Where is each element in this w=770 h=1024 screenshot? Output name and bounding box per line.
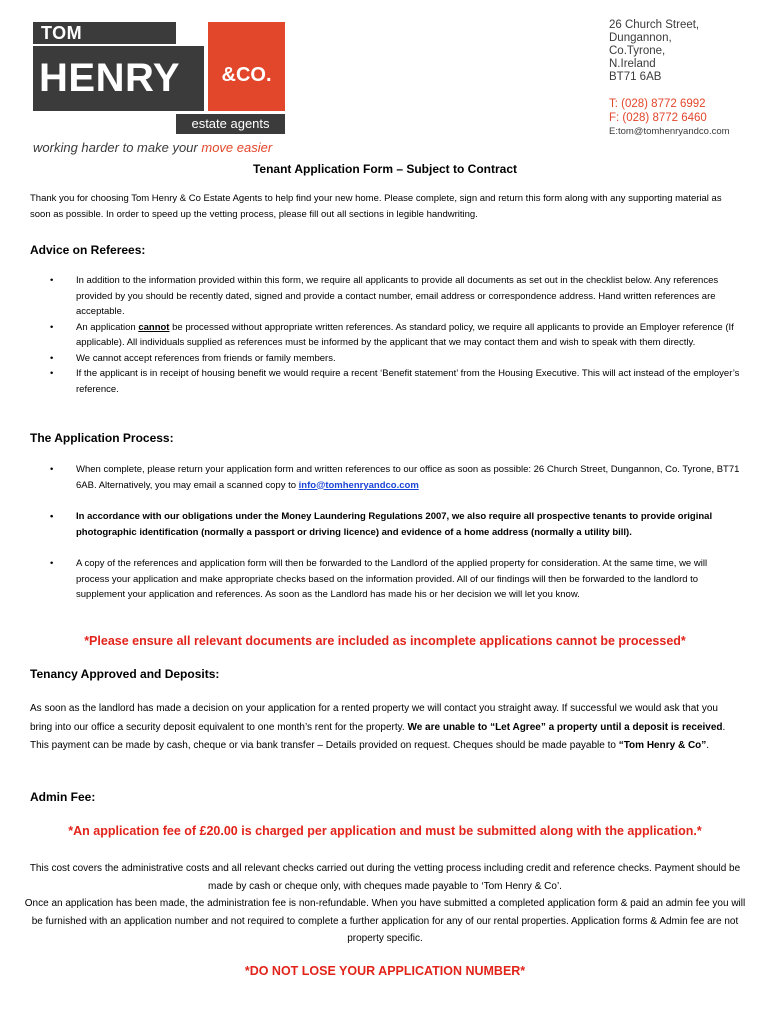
list-item: • A copy of the references and application form will then be forwarded to the Landlord of the applied property for consideration. At the same time, we will process your application and make appropriate checks based on the information provided. All of our findings will then be forwarded to the landlord to supplement your application and references. As soon as the Landlord has made his or her decision we will let you know. (30, 556, 740, 603)
list-item (30, 320, 740, 351)
text-segment: “Tom Henry & Co” (618, 740, 707, 751)
referees-heading: Advice on Referees: (30, 243, 146, 257)
final-warning: *DO NOT LOSE YOUR APPLICATION NUMBER* (244, 964, 526, 978)
logo-tom: TOM (33, 22, 176, 44)
text-segment: cannot (138, 321, 170, 333)
documents-warning: *Please ensure all relevant documents are included as incomplete applications cannot be processed* (84, 634, 686, 648)
address-line: BT71 6AB (609, 71, 662, 83)
fax-number: F: (028) 8772 6460 (609, 112, 707, 124)
list-item: • If the applicant is in receipt of housing benefit we would require a recent ‘Benefit statement’ from the Housing Executive. This will act instead of the employer’s reference. (30, 366, 740, 397)
text-segment: . (706, 740, 710, 751)
tagline-highlight: move easier (201, 140, 273, 155)
fee-warning: *An application fee of £20.00 is charged per application and must be submitted along with the application.* (68, 824, 702, 838)
address-line: Dungannon, (609, 32, 672, 44)
list-item: • In addition to the information provided within this form, we require all applicants to provide all documents as set out in the checklist below. Any references provided by you should be recently dated, signed and provide a contact number, email address or correspondence address. Hand written references are acceptable. (30, 273, 740, 320)
address-line: N.Ireland (609, 58, 656, 70)
email-address: E:tom@tomhenryandco.com (609, 126, 730, 137)
address-line: 26 Church Street, (609, 19, 700, 31)
process-heading: The Application Process: (30, 431, 174, 445)
text-segment: When complete, please return your application form and written references to our office as soon as possible: 26 Church Street, Dungannon, Co. Tyrone, BT71 6AB. Alternatively, you may email a scanned copy to (76, 464, 740, 491)
text-segment: We are unable to “Let Agree” a property until a deposit is received (407, 721, 723, 733)
referees-list (30, 273, 740, 397)
process-list (30, 462, 740, 603)
text-segment: An application (76, 321, 139, 333)
list-item: • In accordance with our obligations under the Money Laundering Regulations 2007, we also require all prospective tenants to provide original photographic identification (normally a passport or driving licence) and evidence of a home address (normally a utility bill). (30, 509, 740, 540)
logo-co: &CO. (208, 22, 285, 111)
tagline-start: working harder to make your (33, 140, 202, 155)
text-segment: be processed without appropriate written references. As standard policy, we require all applicants to provide an Employer reference (If applicable). All individuals supplied as references must be informed by the applicant that we may contact them and wish to speak with them directly. (76, 321, 734, 348)
logo-henry: HENRY (33, 46, 204, 111)
text-segment: . This payment can be made by cash, cheque or via bank transfer – Details provided on request. Cheques should be made payable to (30, 721, 726, 751)
phone-number: T: (028) 8772 6992 (609, 98, 706, 110)
admin-heading: Admin Fee: (30, 790, 96, 804)
list-item (30, 462, 740, 493)
tenancy-heading: Tenancy Approved and Deposits: (30, 667, 220, 681)
admin-paragraph-2: Once an application has been made, the administration fee is non-refundable. When you have submitted a completed application form & paid an admin fee you will be furnished with an application number and not required to complete a further application for any of our rental properties. Application forms & Admin fee are not property specific. (24, 898, 746, 944)
company-address (609, 19, 699, 84)
company-contact (609, 97, 730, 139)
page-title: Tenant Application Form – Subject to Contract (252, 162, 517, 176)
email-link[interactable]: info@tomhenryandco.com (298, 479, 419, 491)
logo-tagline (33, 140, 313, 155)
address-line: Co.Tyrone, (609, 45, 666, 57)
text-segment: As soon as the landlord has made a decision on your application for a rented property we will contact you straight away. If successful we would ask that you bring into our office a security deposit equivalent to one month’s rent for the property. (30, 703, 718, 733)
list-item: • We cannot accept references from friends or family members. (30, 351, 740, 367)
admin-paragraph-1: This cost covers the administrative costs and all relevant checks carried out during the vetting process including credit and reference checks. Payment should be made by cash or cheque only, with cheques made payable to ‘Tom Henry & Co’. (29, 863, 741, 892)
intro-paragraph: Thank you for choosing Tom Henry & Co Estate Agents to help find your new home. Please complete, sign and return this form along with any supporting material as soon as possible. In order to speed up the vetting process, please fill out all sections in legible handwriting. (30, 193, 722, 220)
logo-estate-agents: estate agents (176, 114, 285, 134)
tenancy-paragraph (30, 700, 742, 756)
